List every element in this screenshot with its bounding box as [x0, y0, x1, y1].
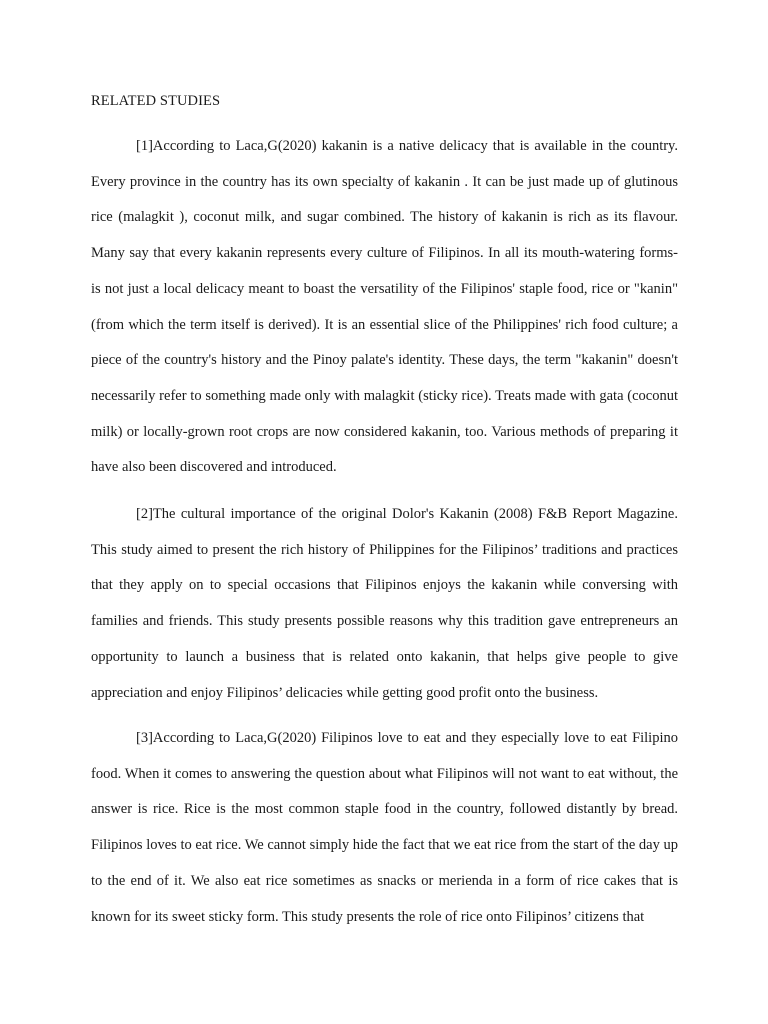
paragraph-related-study-1: [1]According to Laca,G(2020) kakanin is a native delicacy that is available in the country. Every province in the country has its own specialty of kakanin . It can be just made up of glutinous rice (malagkit ), coconut milk, and sugar combined. The history of kakanin is rich as its flavour. Many say that every kakanin represents every culture of Filipinos. In all its mouth-watering forms- is not just a local delicacy meant to boast the versatility of the Filipinos' staple food, rice or "kanin" (from which the term itself is derived). It is an essential slice of the Philippines' rich food culture; a piece of the country's history and the Pinoy palate's identity. These days, the term "kakanin" doesn't necessarily refer to something made only with malagkit (sticky rice). Treats made with gata (coconut milk) or locally-grown root crops are now considered kakanin, too. Various methods of preparing it have also been discovered and introduced.	[91, 138, 678, 476]
paragraph-related-study-3: [3]According to Laca,G(2020) Filipinos love to eat and they especially love to eat Filipino food. When it comes to answering the question about what Filipinos will not want to eat without, the answer is rice. Rice is the most common staple food in the country, followed distantly by bread. Filipinos loves to eat rice. We cannot simply hide the fact that we eat rice from the start of the day up to the end of it. We also eat rice sometimes as snacks or merienda in a form of rice cakes that is known for its sweet sticky form. This study presents the role of rice onto Filipinos’ citizens that	[91, 730, 678, 925]
section-heading: RELATED STUDIES	[91, 93, 221, 109]
paragraph-related-study-2: [2]The cultural importance of the original Dolor's Kakanin (2008) F&B Report Magazine. This study aimed to present the rich history of Philippines for the Filipinos’ traditions and practices that they apply on to special occasions that Filipinos enjoys the kakanin while conversing with families and friends. This study presents possible reasons why this tradition gave entrepreneurs an opportunity to launch a business that is related onto kakanin, that helps give people to give appreciation and enjoy Filipinos’ delicacies while getting good profit onto the business.	[91, 506, 678, 701]
